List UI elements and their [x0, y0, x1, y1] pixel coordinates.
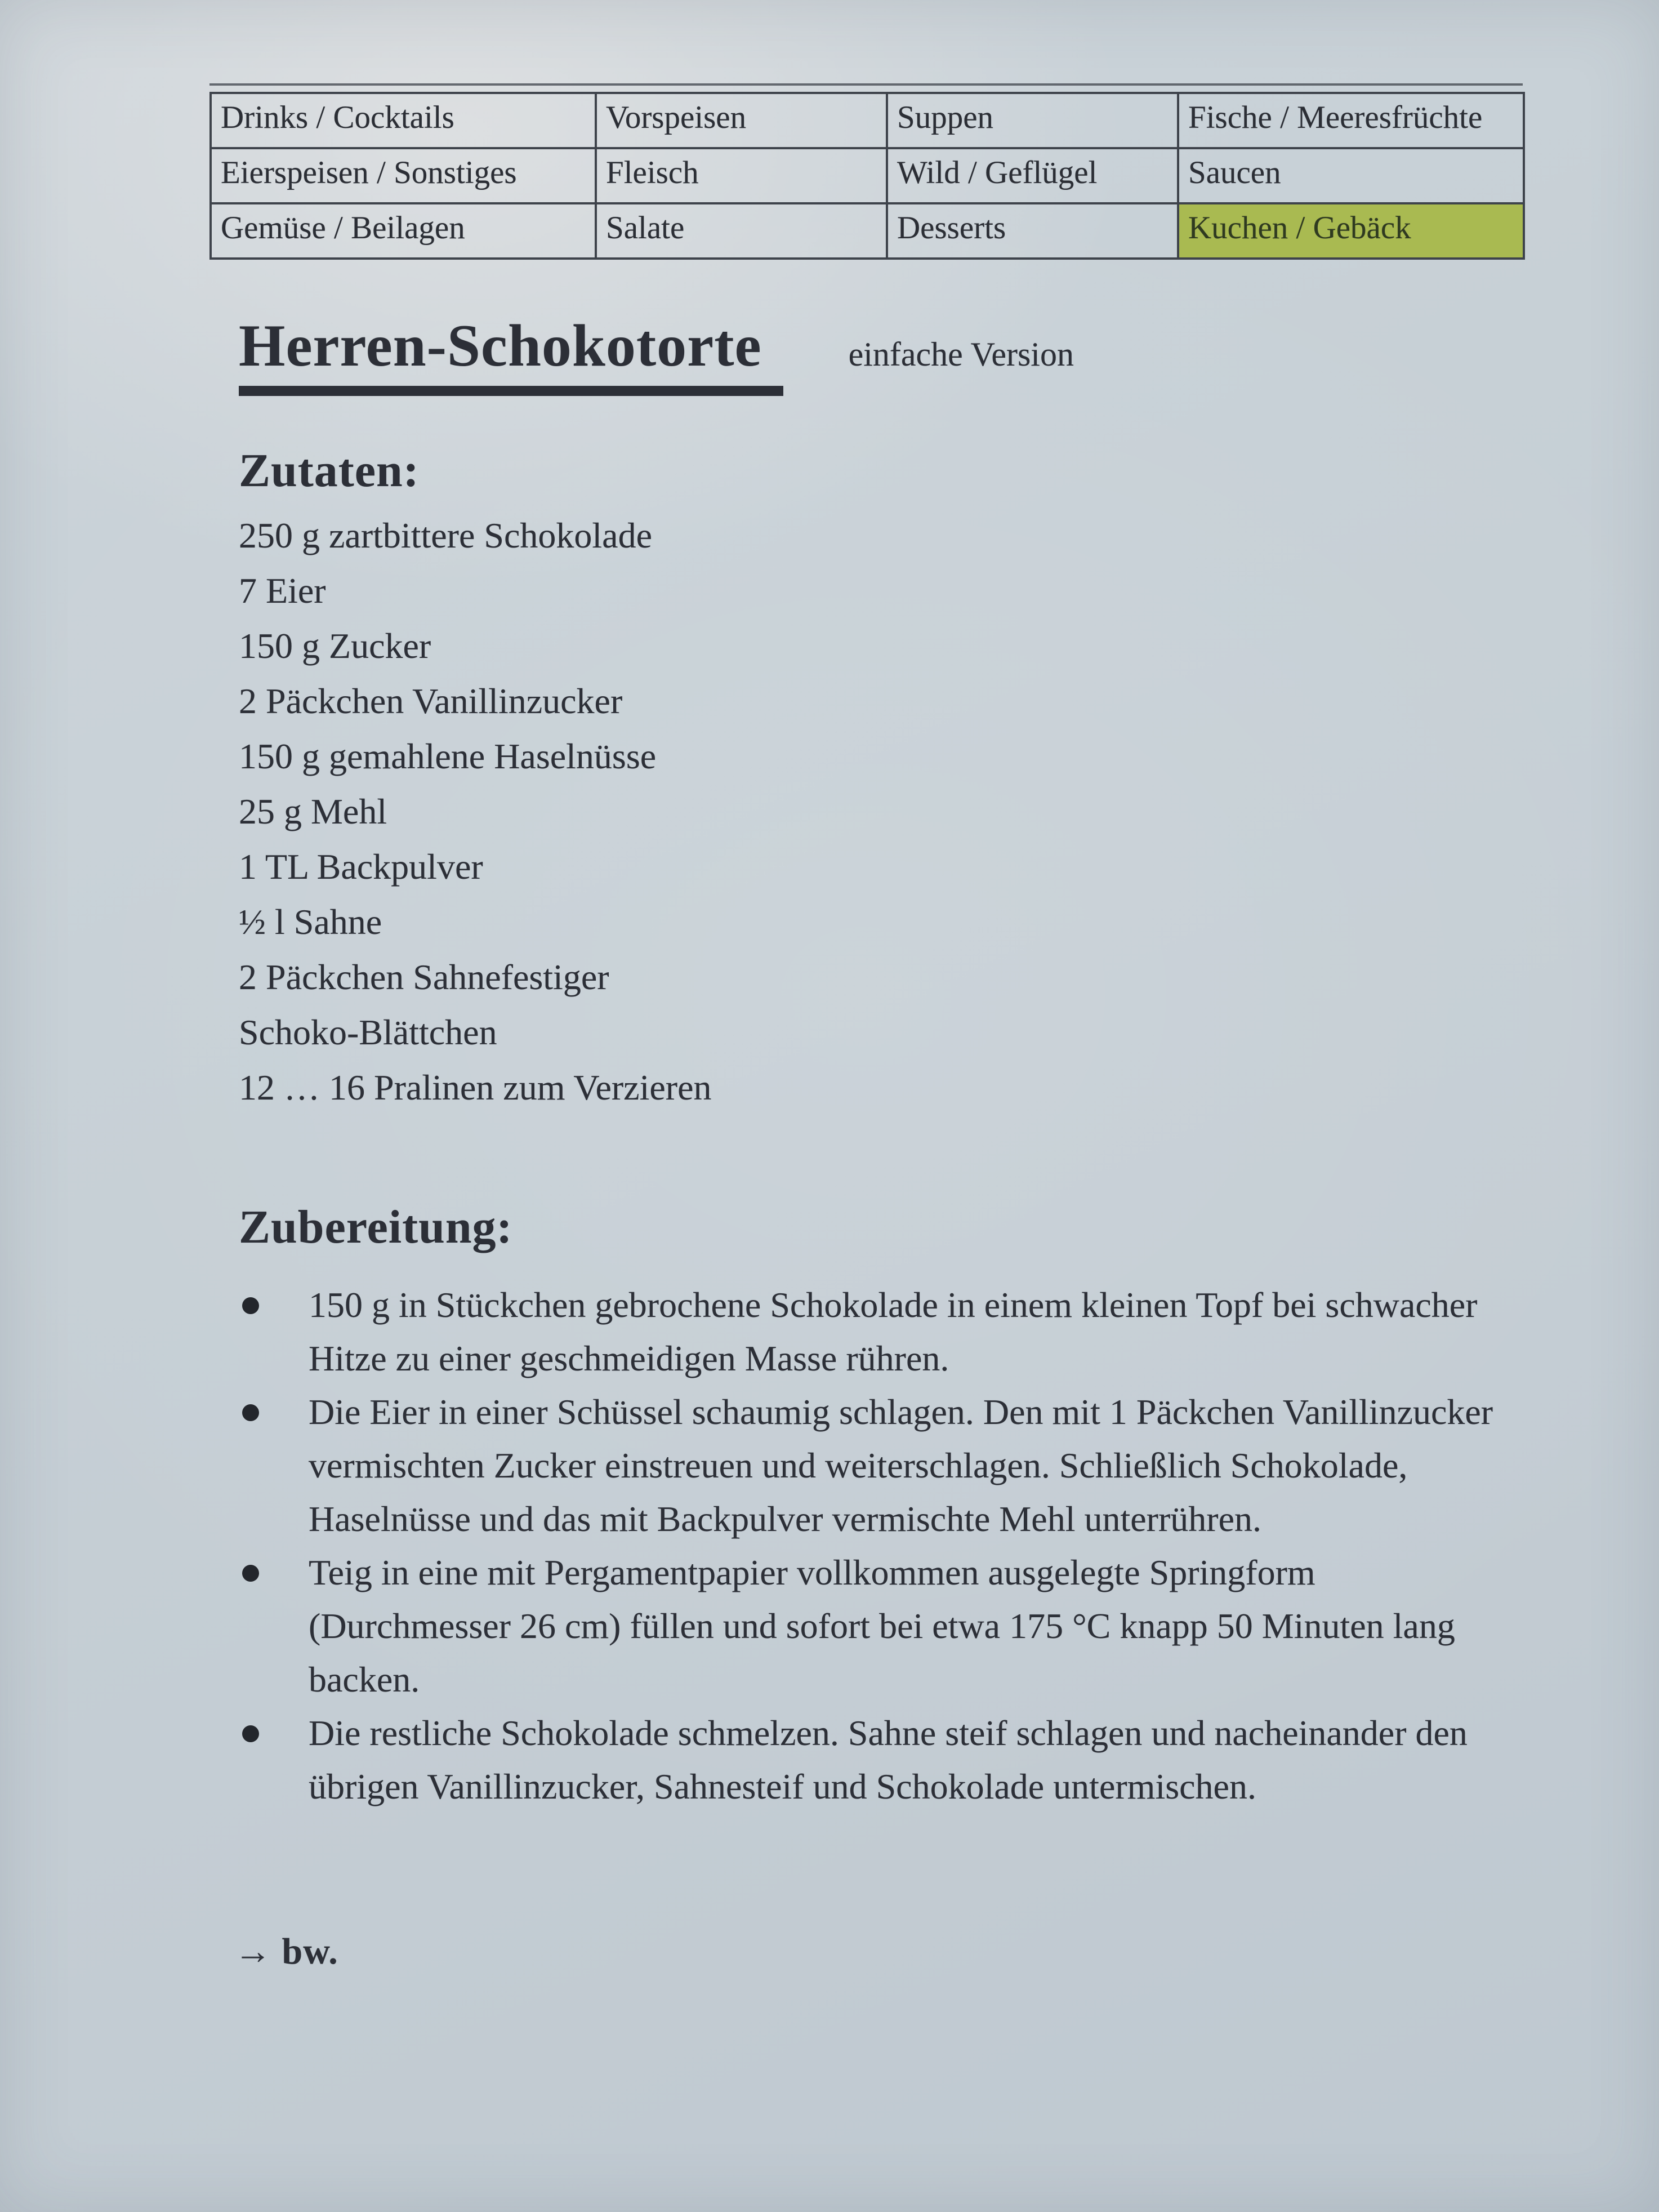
preparation-step — [239, 1385, 1659, 1546]
preparation-step — [239, 1546, 1659, 1706]
step-text: Die Eier in einer Schüssel schaumig schlagen. Den mit 1 Päckchen Vanillinzucker vermischten Zucker einstreuen und weiterschlagen. Schließlich Schokolade, Haselnüsse und das mit Backpulver vermischte Mehl unterrühren. — [309, 1392, 1493, 1539]
nav-cell-fische-meeresfruechte: Fische / Meeresfrüchte — [1178, 93, 1524, 148]
nav-row — [211, 148, 1524, 203]
ingredient-item: 7 Eier — [239, 571, 326, 611]
ingredient-item: 150 g Zucker — [239, 626, 431, 666]
preparation-step — [239, 1278, 1659, 1385]
ingredients-list — [239, 508, 1659, 1115]
bullet-icon — [242, 1565, 259, 1582]
recipe-title: Herren-Schokotorte — [239, 311, 783, 396]
category-nav-table — [209, 83, 1523, 260]
nav-cell-gemuese-beilagen: Gemüse / Beilagen — [211, 203, 596, 259]
nav-cell-eierspeisen-sonstiges: Eierspeisen / Sonstiges — [211, 148, 596, 203]
nav-cell-drinks-cocktails: Drinks / Cocktails — [211, 93, 596, 148]
ingredient-item: 2 Päckchen Sahnefestiger — [239, 957, 609, 997]
ingredient-item: Schoko-Blättchen — [239, 1012, 497, 1052]
ingredient-item: 1 TL Backpulver — [239, 847, 483, 887]
page-turn-note: → bw. — [234, 1931, 338, 1972]
nav-row — [211, 93, 1524, 148]
preparation-step — [239, 1706, 1659, 1813]
nav-cell-vorspeisen: Vorspeisen — [596, 93, 887, 148]
bullet-icon — [242, 1404, 259, 1421]
ingredient-item: 25 g Mehl — [239, 791, 387, 831]
ingredients-heading: Zutaten: — [239, 444, 420, 497]
nav-cell-saucen: Saucen — [1178, 148, 1524, 203]
nav-cell-desserts: Desserts — [887, 203, 1178, 259]
step-text: Teig in eine mit Pergamentpapier vollkommen ausgelegte Springform (Durchmesser 26 cm) füllen und sofort bei etwa 175 °C knapp 50 Minuten lang backen. — [309, 1552, 1455, 1699]
bullet-icon — [242, 1297, 259, 1314]
ingredient-item: 2 Päckchen Vanillinzucker — [239, 681, 623, 721]
table-outer-top-border — [209, 83, 1523, 86]
ingredient-item: 250 g zartbittere Schokolade — [239, 515, 652, 555]
nav-cell-wild-gefluegel: Wild / Geflügel — [887, 148, 1178, 203]
step-text: 150 g in Stückchen gebrochene Schokolade in einem kleinen Topf bei schwacher Hitze zu einer geschmeidigen Masse rühren. — [309, 1285, 1478, 1378]
nav-cell-fleisch: Fleisch — [596, 148, 887, 203]
nav-cell-kuchen-gebaeck-highlighted: Kuchen / Gebäck — [1178, 203, 1524, 259]
ingredient-item: ½ l Sahne — [239, 902, 382, 942]
preparation-steps — [239, 1278, 1659, 1813]
nav-cell-salate: Salate — [596, 203, 887, 259]
preparation-heading: Zubereitung: — [239, 1201, 513, 1253]
ingredient-item: 150 g gemahlene Haselnüsse — [239, 736, 657, 776]
recipe-subtitle: einfache Version — [848, 336, 1074, 373]
bullet-icon — [242, 1725, 259, 1742]
ingredient-item: 12 … 16 Pralinen zum Verzieren — [239, 1067, 712, 1107]
nav-cell-suppen: Suppen — [887, 93, 1178, 148]
title-row — [239, 311, 1659, 396]
nav-row — [211, 203, 1524, 259]
step-text: Die restliche Schokolade schmelzen. Sahne steif schlagen und nacheinander den übrigen Vanillinzucker, Sahnesteif und Schokolade untermischen. — [309, 1713, 1468, 1806]
